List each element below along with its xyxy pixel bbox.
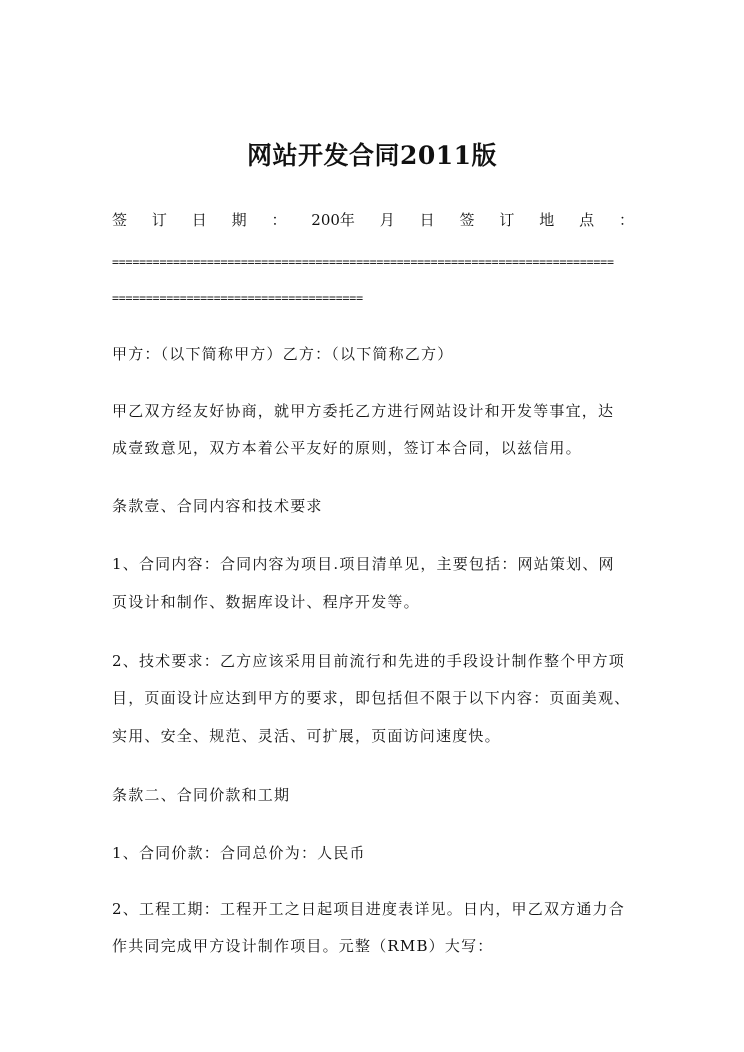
sign-char: 签 bbox=[459, 211, 475, 229]
clause-1-item-2-line-2: 目，页面设计应达到甲方的要求，即包括但不限于以下内容：页面美观、 bbox=[112, 689, 631, 707]
intro-paragraph-line-1: 甲乙双方经友好协商，就甲方委托乙方进行网站设计和开发等事宜，达 bbox=[112, 402, 615, 420]
sign-char: 地 bbox=[539, 211, 555, 229]
sign-char: 订 bbox=[499, 211, 515, 229]
document-title: 网站开发合同2011版 bbox=[246, 141, 498, 170]
parties-line: 甲方：（以下简称甲方）乙方：（以下简称乙方） bbox=[112, 345, 454, 363]
sign-char: 点 bbox=[579, 211, 595, 229]
sign-char: 日 bbox=[419, 211, 435, 229]
sign-char: 签 bbox=[112, 211, 128, 229]
sign-char: 期 bbox=[231, 211, 247, 229]
clause-1-item-2-line-1: 2、技术要求：乙方应该采用目前流行和先进的手段设计制作整个甲方项 bbox=[112, 652, 625, 670]
clause-1-item-1-line-1: 1、合同内容：合同内容为项目.项目清单见，主要包括：网站策划、网 bbox=[112, 555, 615, 573]
clause-1-item-1-line-2: 页设计和制作、数据库设计、程序开发等。 bbox=[112, 593, 420, 611]
sign-char: 月 bbox=[379, 211, 395, 229]
clause-2-heading: 条款二、合同价款和工期 bbox=[112, 786, 291, 804]
sign-char: 日 bbox=[191, 211, 207, 229]
sign-char: 订 bbox=[151, 211, 167, 229]
clause-1-item-2-line-3: 实用、安全、规范、灵活、可扩展，页面访问速度快。 bbox=[112, 727, 501, 745]
sign-year: 200年 bbox=[311, 211, 355, 229]
sign-char: ： bbox=[271, 211, 287, 229]
clause-2-item-2-line-2: 作共同完成甲方设计制作项目。元整（RMB）大写： bbox=[112, 937, 494, 955]
clause-2-item-1: 1、合同价款：合同总价为：人民币 bbox=[112, 844, 366, 862]
signing-date-place-line bbox=[112, 210, 634, 230]
separator-rule-2: ===================================== bbox=[112, 291, 363, 305]
clause-2-item-2-line-1: 2、工程工期：工程开工之日起项目进度表详见。日内，甲乙双方通力合 bbox=[112, 900, 625, 918]
intro-paragraph-line-2: 成壹致意见，双方本着公平友好的原则，签订本合同，以兹信用。 bbox=[112, 439, 582, 457]
sign-char: ： bbox=[618, 211, 634, 229]
separator-rule-1: ========================================================================== bbox=[112, 255, 614, 269]
clause-1-heading: 条款壹、合同内容和技术要求 bbox=[112, 497, 323, 515]
